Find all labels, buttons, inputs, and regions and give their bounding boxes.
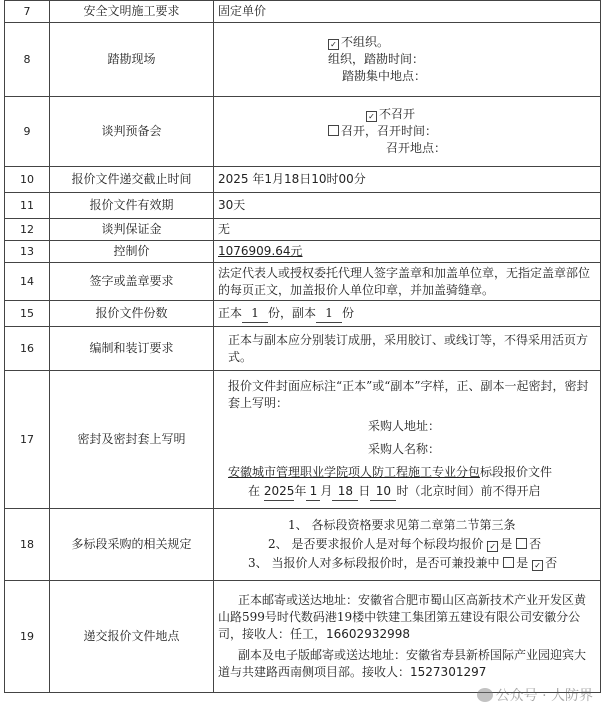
- table-row: [5, 327, 601, 371]
- row-item: 安全文明施工要求: [50, 1, 214, 23]
- row-item: 递交报价文件地点: [50, 581, 214, 693]
- row-content: 1076909.64元: [214, 241, 601, 263]
- table-row: [5, 219, 601, 241]
- table-row: [5, 23, 601, 97]
- row-item: 多标段采购的相关规定: [50, 509, 214, 581]
- row-number: 11: [5, 193, 50, 219]
- row-number: 10: [5, 167, 50, 193]
- table-row: [5, 193, 601, 219]
- row-content: 无: [214, 219, 601, 241]
- row-item: 踏勘现场: [50, 23, 214, 97]
- row-content: 30天: [214, 193, 601, 219]
- row-number: 8: [5, 23, 50, 97]
- row-item: 报价文件份数: [50, 301, 214, 327]
- table-row: [5, 1, 601, 23]
- row-number: 12: [5, 219, 50, 241]
- row-content: 2025 年1月18日10时00分: [214, 167, 601, 193]
- table-row: [5, 263, 601, 301]
- row-number: 19: [5, 581, 50, 693]
- watermark: 公众号 · 人防界: [477, 685, 593, 705]
- row-content: 报价文件封面应标注“正本”或“副本”字样，正、副本一起密封，密封套上写明： 采购人地址： 采购人名称： 安徽城市管理职业学院项人防工程施工专业分包标段报价文件 在 2025年 1 月 18 日 10 时（北京时间）前不得开启: [214, 371, 601, 509]
- row-item: 签字或盖章要求: [50, 263, 214, 301]
- row-item: 密封及密封套上写明: [50, 371, 214, 509]
- row-item: 编制和装订要求: [50, 327, 214, 371]
- checkbox-empty-icon: [328, 125, 339, 136]
- row-content: 正本 1 份，副本 1 份: [214, 301, 601, 327]
- procurement-info-table: [4, 0, 601, 693]
- row-item: 谈判预备会: [50, 97, 214, 167]
- row-number: 15: [5, 301, 50, 327]
- row-content: 正本与副本应分别装订成册，采用胶订、或线订等，不得采用活页方式。: [214, 327, 601, 371]
- row-number: 17: [5, 371, 50, 509]
- row-number: 7: [5, 1, 50, 23]
- table-row: [5, 241, 601, 263]
- table-row: [5, 167, 601, 193]
- row-content: 1、 各标段资格要求见第二章第二节第三条 2、 是否要求报价人是对每个标段均报价 ✓ 是 否 3、 当报价人对多标段报价时，是否可兼投兼中 是 ✓ 否: [214, 509, 601, 581]
- row-number: 9: [5, 97, 50, 167]
- table-row: [5, 97, 601, 167]
- row-number: 16: [5, 327, 50, 371]
- table-row: [5, 371, 601, 509]
- table-row: [5, 509, 601, 581]
- checkbox-checked-icon: [532, 560, 543, 571]
- row-item: 谈判保证金: [50, 219, 214, 241]
- row-content: ✓不召开 召开，召开时间： 召开地点：: [214, 97, 601, 167]
- row-number: 14: [5, 263, 50, 301]
- row-item: 控制价: [50, 241, 214, 263]
- row-item: 报价文件有效期: [50, 193, 214, 219]
- row-number: 13: [5, 241, 50, 263]
- table-row: [5, 581, 601, 693]
- row-content: ✓不组织。 组织，踏勘时间： 踏勘集中地点：: [214, 23, 601, 97]
- row-number: 18: [5, 509, 50, 581]
- row-content: 正本邮寄或送达地址：安徽省合肥市蜀山区高新技术产业开发区黄山路599号时代数码港19楼中铁建工集团第五建设有限公司安徽分公司，接收人：任工，16602932998 副本及电子版邮寄或送达地址：安徽省寿县新桥国际产业园迎宾大道与共建路西南侧项目部。接收人：1527301297: [214, 581, 601, 693]
- checkbox-empty-icon: [503, 557, 514, 568]
- checkbox-checked-icon: [487, 541, 498, 552]
- row-item: 报价文件递交截止时间: [50, 167, 214, 193]
- checkbox-checked-icon: [366, 111, 377, 122]
- checkbox-empty-icon: [516, 538, 527, 549]
- row-content: 法定代表人或授权委托代理人签字盖章和加盖单位章，无指定盖章部位的每页正文，加盖报价人单位印章，并加盖骑缝章。: [214, 263, 601, 301]
- table-row: [5, 301, 601, 327]
- checkbox-checked-icon: [328, 39, 339, 50]
- row-content: 固定单价: [214, 1, 601, 23]
